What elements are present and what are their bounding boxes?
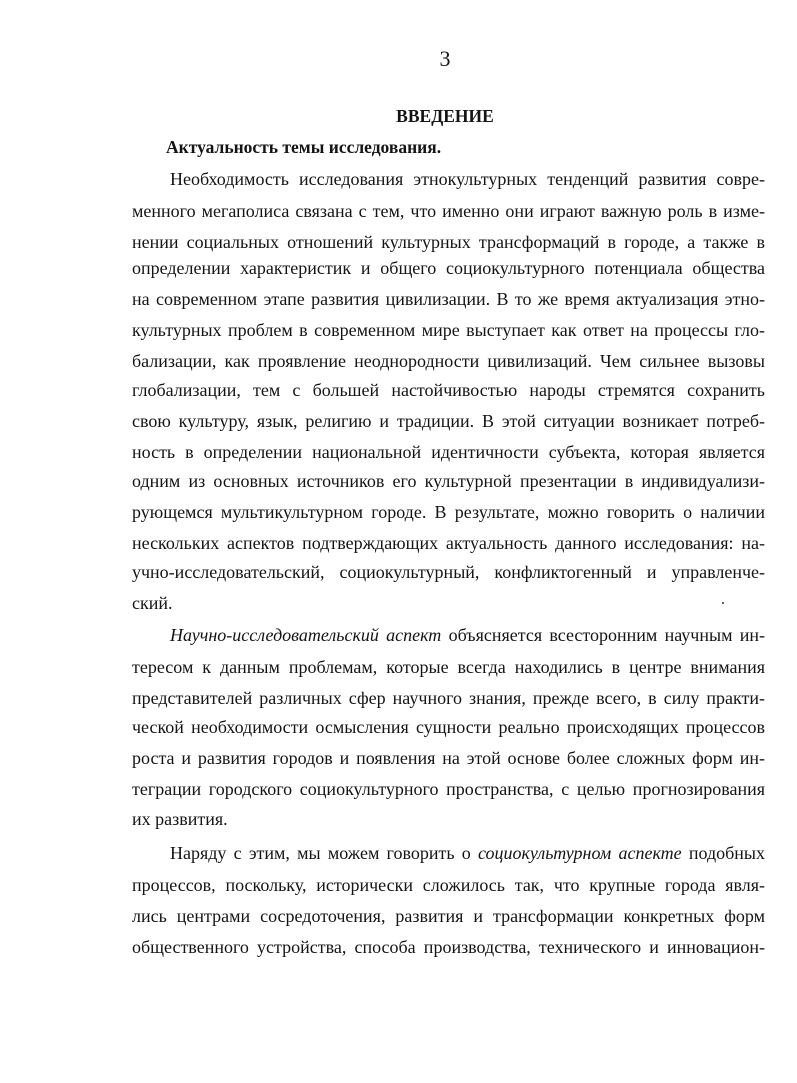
text-line: представителей различных сфер научного знания, прежде всего, в силу практи- [132,688,765,708]
text-line: культурных проблем в современном мире выступает как ответ на процессы гло- [132,320,765,340]
text-line: учно-исследовательский, социокультурный, конфликтогенный и управленче- [132,562,765,582]
text-line: тересом к данным проблемам, которые всегда находились в центре внимания [132,657,765,677]
page-number: 3 [439,46,451,71]
text-fragment: объясняется всесторонним научным ин- [441,625,765,645]
text-line: определении характеристик и общего социокультурного потенциала общества [132,258,765,278]
text-line: нескольких аспектов подтверждающих актуальность данного исследования: на- [132,533,765,553]
text-line: бализации, как проявление неоднородности цивилизаций. Чем сильнее вызовы [132,351,765,371]
text-fragment: Наряду с этим, мы можем говорить о [170,843,478,863]
text-line: ский. [132,593,173,613]
text-line: глобализации, тем с большей настойчивостью народы стремятся сохранить [132,380,765,400]
text-line [170,623,765,647]
text-line: менного мегаполиса связана с тем, что именно они играют важную роль в изме- [132,201,765,221]
text-line: лись центрами сосредоточения, развития и трансформации конкретных форм [132,906,765,926]
text-line: рующемся мультикультурном городе. В результате, можно говорить о наличии [132,502,765,522]
text-line: ность в определении национальной идентичности субъекта, которая является [132,442,765,462]
text-line: одним из основных источников его культурной презентации в индивидуализи- [132,471,765,491]
section-title: ВВЕДЕНИЕ [396,106,494,126]
subsection-title: Актуальность темы исследования. [166,137,442,157]
text-line: процессов, поскольку, исторически сложилось так, что крупные города явля- [132,875,765,895]
text-line: роста и развития городов и появления на этой основе более сложных форм ин- [132,748,765,768]
text-fragment: подобных [681,843,765,863]
text-line: ческой необходимости осмысления сущности реально происходящих процессов [132,717,765,737]
text-line: общественного устройства, способа производства, технического и инновацион- [132,937,765,957]
text-line: свою культуру, язык, религию и традиции. В этой ситуации возникает потреб- [132,411,765,431]
text-line: на современном этапе развития цивилизации. В то же время актуализация этно- [132,289,765,309]
text-line: Необходимость исследования этнокультурных тенденций развития совре- [170,169,765,189]
scan-speck [722,602,724,604]
text-line: теграции городского социокультурного пространства, с целью прогнозирования [132,779,765,799]
italic-term: социокультурном аспекте [477,843,682,863]
italic-term: Научно-исследовательский аспект [170,625,442,645]
text-line: их развития. [132,809,228,829]
text-line [170,841,765,865]
text-line: нении социальных отношений культурных трансформаций в городе, а также в [132,232,765,252]
